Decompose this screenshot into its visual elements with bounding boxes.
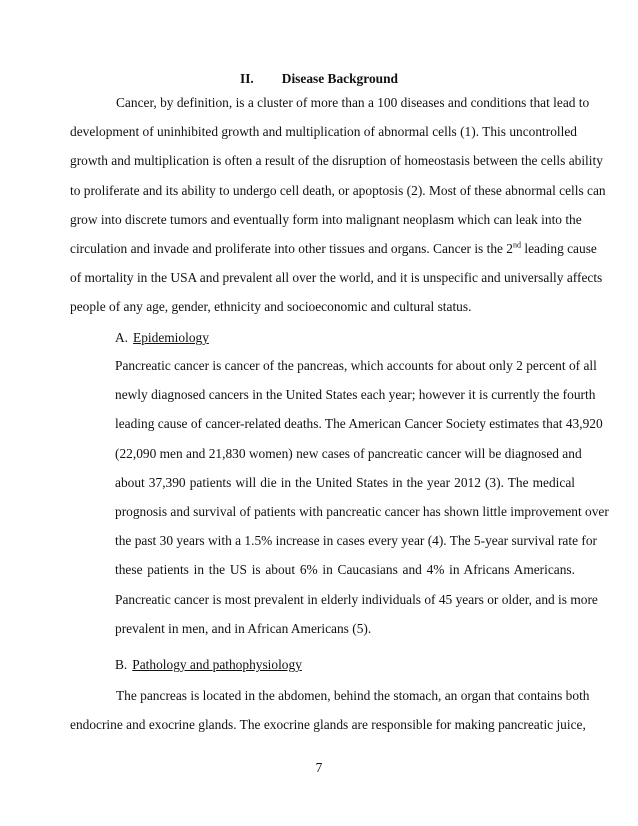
paragraph-line: to proliferate and its ability to undergo cell death, or apoptosis (2). Most of these abnormal cells can xyxy=(70,182,606,198)
paragraph-line: leading cause of cancer-related deaths. The American Cancer Society estimates that 43,920 xyxy=(115,416,603,432)
section-title: Disease Background xyxy=(281,71,398,86)
paragraph-line: development of uninhibited growth and multiplication of abnormal cells (1). This uncontrolled xyxy=(70,124,578,140)
subsection-heading-pathology xyxy=(115,654,415,676)
subsection-title: Epidemiology xyxy=(133,330,209,345)
paragraph-line: growth and multiplication is often a result of the disruption of homeostasis between the cells ability xyxy=(70,153,603,169)
section-number: II. xyxy=(240,71,254,86)
subsection-letter: B. xyxy=(115,657,128,672)
ordinal-superscript: nd xyxy=(513,240,521,250)
paragraph-line: grow into discrete tumors and eventually form into malignant neoplasm which can leak into the xyxy=(70,211,582,227)
pathology-paragraph xyxy=(70,685,590,743)
paragraph-line: about 37,390 patients will die in the United States in the year 2012 (3). The medical xyxy=(115,474,575,490)
subsection-title: Pathology and pathophysiology xyxy=(132,657,302,672)
paragraph-line xyxy=(70,238,597,267)
paragraph-line: (22,090 men and 21,830 women) new cases of pancreatic cancer will be diagnosed and xyxy=(115,445,582,461)
paragraph-line: endocrine and exocrine glands. The exocrine glands are responsible for making pancreatic juice, xyxy=(70,717,586,733)
paragraph-line: the past 30 years with a 1.5% increase in cases every year (4). The 5-year survival rate for xyxy=(115,533,597,549)
paragraph-line: Pancreatic cancer is most prevalent in elderly individuals of 45 years or older, and is more xyxy=(115,591,598,607)
paragraph-line: Cancer, by definition, is a cluster of more than a 100 diseases and conditions that lead to xyxy=(116,95,590,110)
page-number: 7 xyxy=(315,760,323,775)
paragraph-line: people of any age, gender, ethnicity and socioeconomic and cultural status. xyxy=(70,299,472,315)
subsection-heading-epidemiology xyxy=(115,327,415,349)
section-heading xyxy=(0,71,638,87)
paragraph-line: Pancreatic cancer is cancer of the pancreas, which accounts for about only 2 percent of all xyxy=(115,358,597,373)
intro-paragraph xyxy=(70,92,606,326)
line-text: circulation and invade and proliferate into other tissues and organs. Cancer is the 2 xyxy=(70,240,513,256)
paragraph-line: prognosis and survival of patients with pancreatic cancer has shown little improvement over xyxy=(115,503,609,519)
paragraph-line: of mortality in the USA and prevalent all over the world, and it is unspecific and universally affects xyxy=(70,270,603,286)
subsection-letter: A. xyxy=(115,330,129,345)
epidemiology-paragraph xyxy=(115,355,609,647)
paragraph-line: these patients in the US is about 6% in Caucasians and 4% in Africans Americans. xyxy=(115,562,575,578)
paragraph-line: newly diagnosed cancers in the United States each year; however it is currently the fourth xyxy=(115,387,596,403)
paragraph-line: prevalent in men, and in African Americans (5). xyxy=(115,620,372,636)
paragraph-line: The pancreas is located in the abdomen, behind the stomach, an organ that contains both xyxy=(116,688,590,703)
line-text: leading cause xyxy=(521,240,597,256)
